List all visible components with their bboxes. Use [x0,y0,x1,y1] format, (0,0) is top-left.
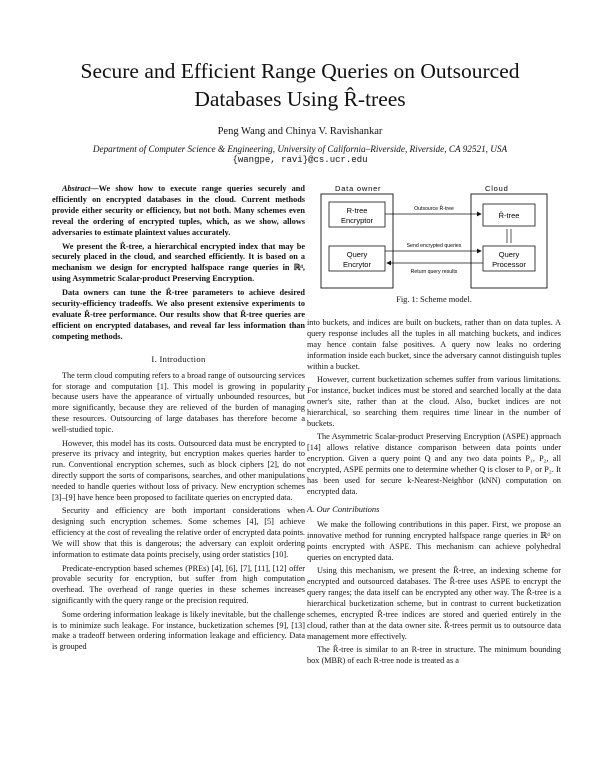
right-paragraph-4: We make the following contributions in this paper. First, we propose an innovative method for running encrypted halfspace range queries in ℝᵈ on points encrypted with ASPE. This mechanism can achieve polyhedral queries on encrypted data. [307,520,561,563]
abstract [52,184,305,343]
abstract-paragraph-3: Data owners can tune the R̂-tree parameters to achieve desired security-efficiency tradeoffs. We also present extensive experiments to evaluate R̂-tree performance. Our results show that R̂-tree queries are efficient on encrypted databases, and reveal far less information than competing methods. [52,288,305,341]
scheme-model-figure [307,183,561,291]
email: {wangpe, ravi}@cs.ucr.edu [232,155,368,165]
introduction-body [52,371,305,654]
title-line-2: Databases Using R̂-trees [194,87,406,111]
right-paragraph-1: into buckets, and indices are built on buckets, rather than on data tuples. A query response includes all the tuples in all matching buckets, and indices may hence contain false positives. A query now leaks no ordering information inside each bucket, since the adversary cannot distinguish tuples within a bucket. [307,317,561,371]
intro-paragraph-4: Predicate-encryption based schemes (PREs) [4], [6], [7], [11], [12] offer provable security for encryption, but suffer from high computation overhead. The overhead of range queries in these schemes increases significantly with the query range or the precision required. [52,563,305,606]
title-line-1: Secure and Efficient Range Queries on Outsourced [80,59,520,83]
right-paragraph-6: The R̂-tree is similar to an R-tree in structure. The minimum bounding box (MBR) of each R-tree node is treated as a [307,645,561,666]
send-queries-label: Send encrypted queries [406,243,462,249]
scheme-diagram [307,183,561,291]
query-processor-line2: Processor [492,260,526,269]
intro-paragraph-1: The term cloud computing refers to a broad range of outsourcing services for storage and computation [1]. This model is growing in popularity because users have the appearance of virtually unbounded resources, but more significantly, because they are relieved of the burden of managing these resources. Outsourcing of large databases has therefore become a well-studied topic. [52,370,305,435]
abstract-label: Abstract [62,184,91,193]
right-column [307,183,561,670]
rtree-encryptor-line2: Encryptor [340,216,374,225]
query-encryptor-line2: Encrytor [343,260,371,269]
section-heading-introduction: I. Introduction [151,353,206,364]
right-paragraph-2: However, current bucketization schemes suffer from various limitations. For instance, bucket indices must be stored and searched locally at the data owner's site, rather than at the cloud. Also, bucket indices are not hierarchical, so searching them requires time linear in the number of buckets. [307,374,561,428]
authors: Peng Wang and Chinya V. Ravishankar [217,126,383,137]
data-owner-label: Data owner [335,184,382,193]
abstract-paragraph-1: Abstract—We show how to execute range queries securely and efficiently on encrypted databases in the cloud. Current methods provide either security or efficiency, but not both. Many schemes even reveal the ordering of encrypted tuples, which, as we show, allows adversaries to estimate plaintext values accurately. [52,184,305,237]
paper-title [20,57,580,113]
intro-paragraph-2: However, this model has its costs. Outsourced data must be encrypted to preserve its privacy and integrity, but encryption makes queries harder to run. Conventional encryption schemes, such as block ciphers [2], do not directly support the sorts of comparisons, searches, and other manipulations needed to handle queries without loss of privacy. New encryption schemes [3]–[9] have hence been proposed to facilitate queries on encrypted data. [52,438,305,503]
rtree-box-label: R̂-tree [498,211,520,220]
right-body [307,318,561,667]
return-results-label: Return query results [410,269,458,275]
left-column [52,184,305,656]
intro-paragraph-3: Security and efficiency are both important considerations when designing such encryption schemes. Some schemes [4], [5] achieve efficiency at the cost of revealing the relative order of encrypted data points. We will show that this is dangerous; the adversary can exploit ordering information to estimate data points precisely, using order statistics [10]. [52,506,305,560]
rtree-encryptor-line1: R-tree [346,206,368,215]
right-paragraph-3: The Asymmetric Scalar-product Preserving Encryption (ASPE) approach [14] allows relative distance comparison between data points under encryption. Given a query point Q and any two data points P₁, P₂, all encrypted, ASPE permits one to determine whether Q is closer to P₁ or P₂. It has been used for secure k-Nearest-Neighbor (kNN) computation on encrypted data. [307,431,561,496]
affiliation: Department of Computer Science & Engineering, University of California–Riverside, Riverside, CA 92521, USA [92,144,508,154]
cloud-label: Cloud [485,184,509,193]
query-encryptor-line1: Query [346,250,368,259]
query-processor-line1: Query [498,250,520,259]
subsection-heading-contributions: A. Our Contributions [307,504,380,515]
abstract-paragraph-2: We present the R̂-tree, a hierarchical encrypted index that may be securely placed in the cloud, and searched efficiently. It is based on a mechanism we design for encrypted halfspace range queries in ℝᵈ, using Asymmetric Scalar-product Preserving Encryption. [52,241,305,284]
right-paragraph-5: Using this mechanism, we present the R̂-tree, an indexing scheme for encrypted and outsourced databases. The R̂-tree uses ASPE to encrypt the query ranges; the data itself can be encrypted any other way. The R̂-tree is a hierarchical bucketization scheme, but in contrast to current bucketization schemes, encrypted R̂-tree indices are stored and queried entirely in the cloud, rather than at the data owner site. R̂-trees permit us to outsource data management more effectively. [307,566,561,641]
outsource-arrow-label: Outsource R̂-tree [414,206,454,212]
figure-caption: Fig. 1: Scheme model. [396,295,472,304]
intro-paragraph-5: Some ordering information leakage is likely inevitable, but the challenge is to minimize such leakage. For instance, bucketization schemes [9], [13] make a tradeoff between ordering information leakage and efficiency. Data is grouped [52,609,305,652]
